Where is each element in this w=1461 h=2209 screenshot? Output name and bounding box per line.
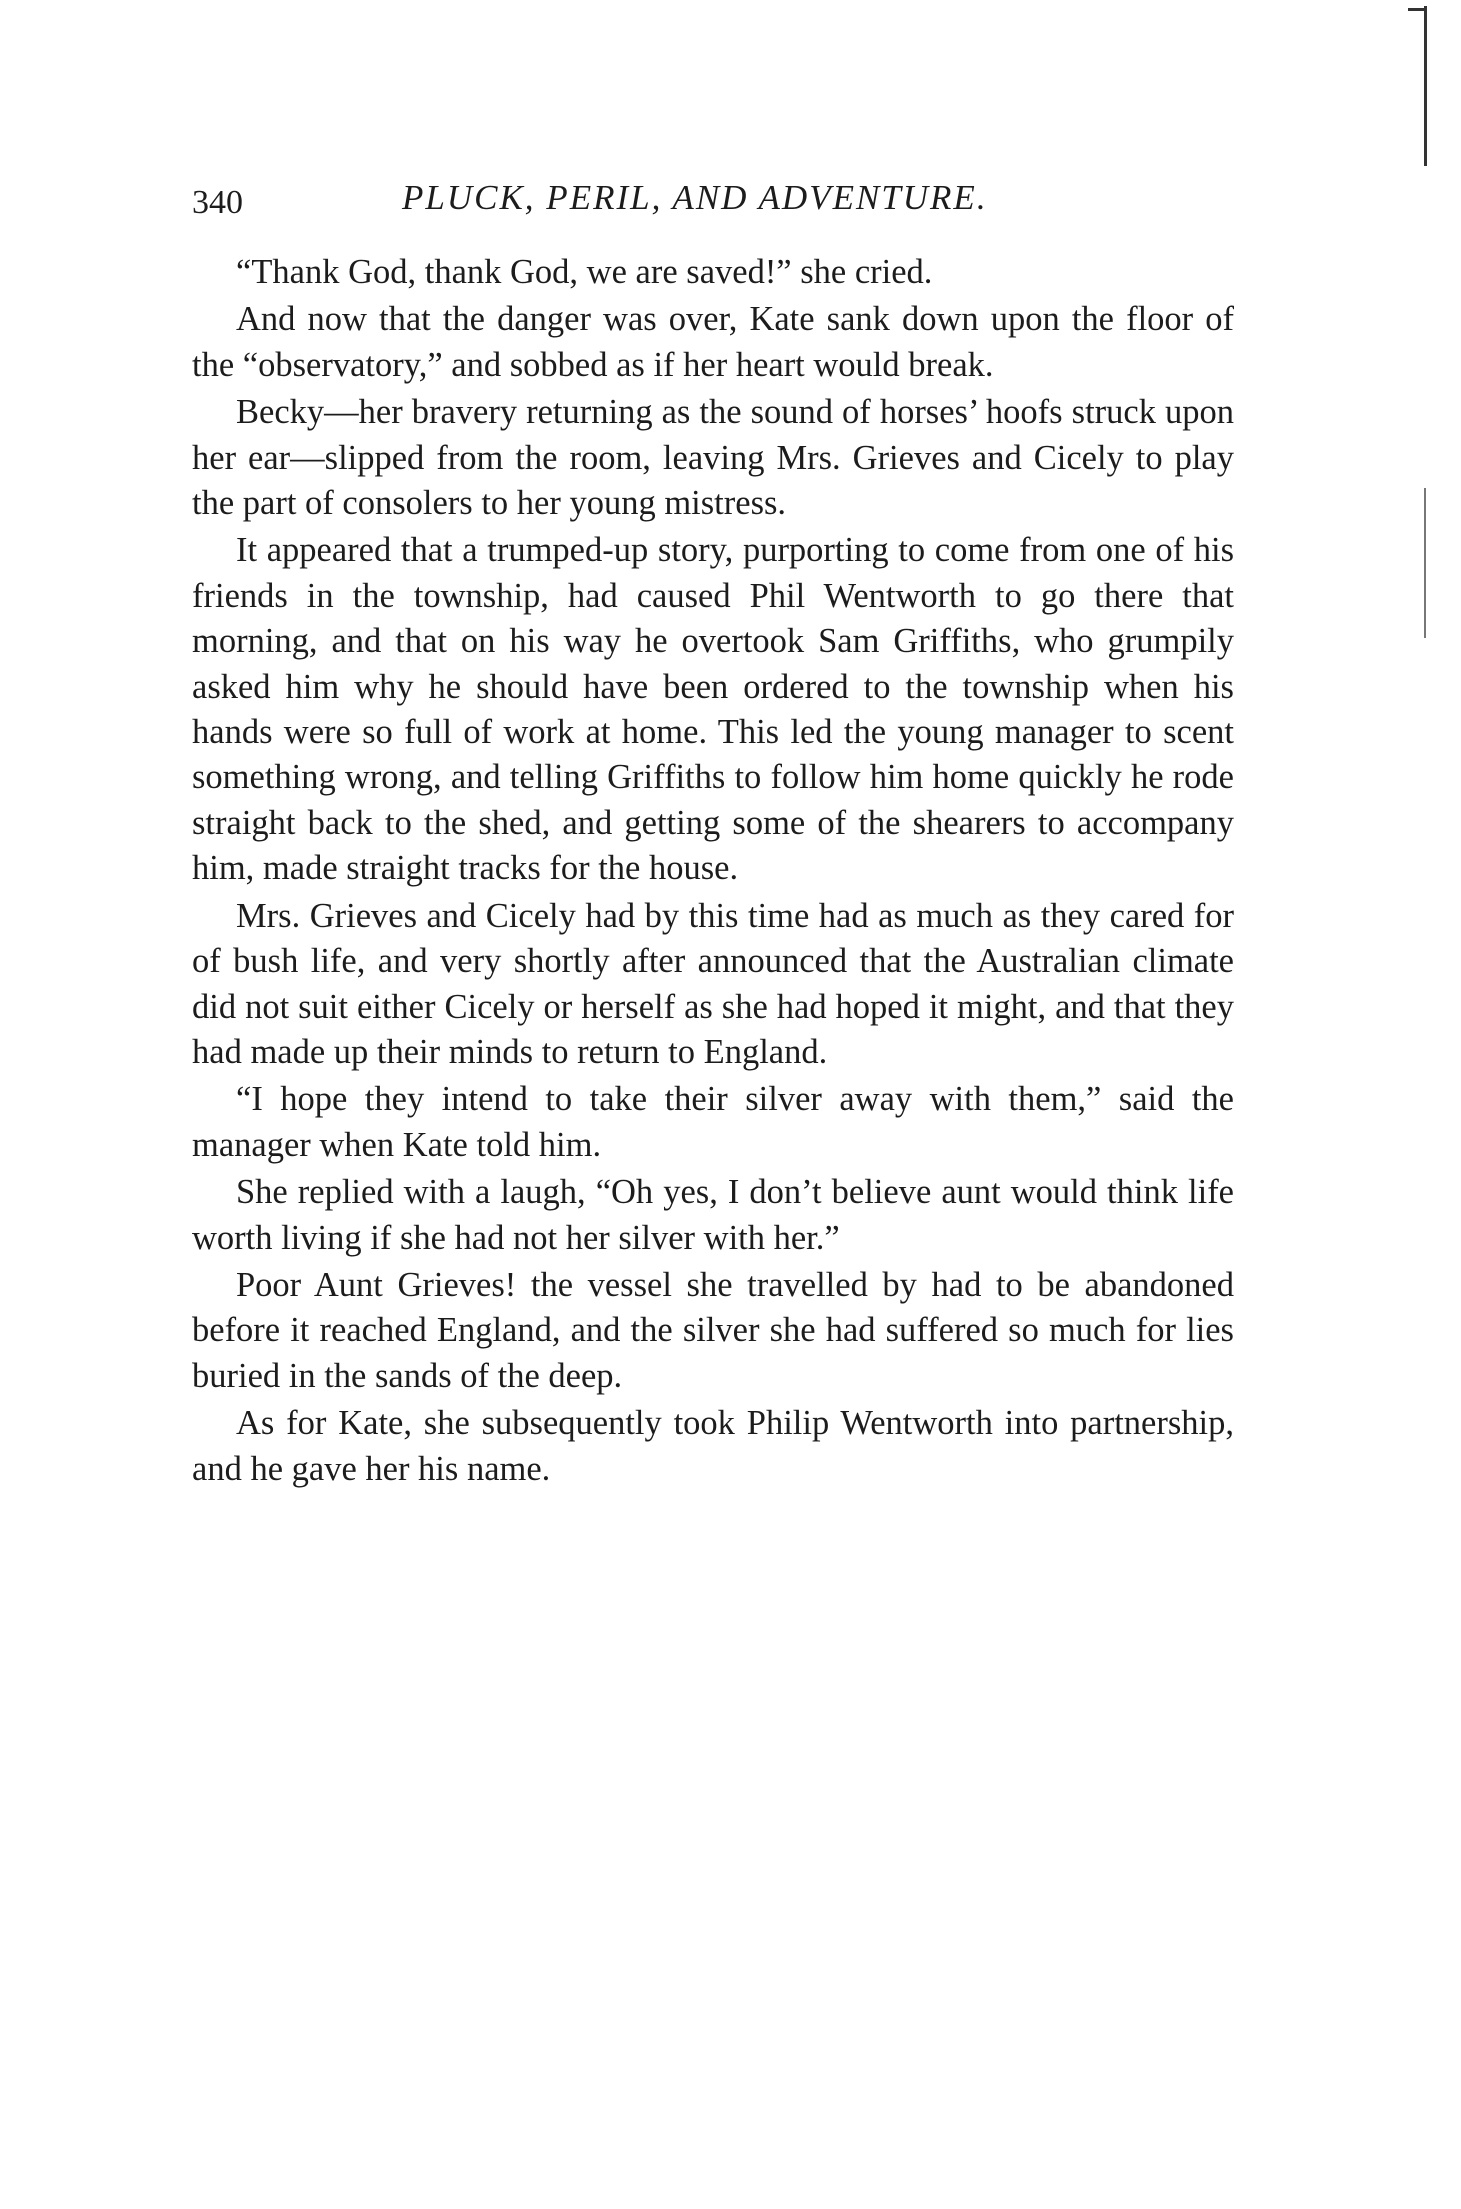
paragraph: Mrs. Grieves and Cicely had by this time had as much as they cared for of bush life, and very shortly after announced that the Australian climate did not suit either Cicely or herself as she had hoped it might, and that they had made up their minds to return to England. [192,896,1234,1071]
page-header [192,178,1242,228]
paragraph: It appeared that a trumped-up story, purporting to come from one of his friends in the township, had caused Phil Wentworth to go there that morning, and that on his way he overtook Sam Griffiths, who grumpily asked him why he should have been ordered to the township when his hands were so full of work at home. This led the young manager to scent something wrong, and telling Griffiths to follow him home quickly he rode straight back to the shed, and getting some of the shearers to accompany him, made straight tracks for the house. [192,531,1234,888]
page-edge-tick-top [1408,8,1426,11]
page-edge-mark-middle [1424,488,1426,638]
paragraph: Becky—her bravery returning as the sound of horses’ hoofs struck upon her ear—slipped from the room, leaving Mrs. Grieves and Cicely to play the part of consolers to her young mistress. [192,393,1234,523]
paragraph: She replied with a laugh, “Oh yes, I don’t believe aunt would think life worth living if she had not her silver with her.” [192,1173,1234,1257]
body-text [192,250,1234,1494]
running-title: PLUCK, PERIL, AND ADVENTURE. [402,178,988,217]
paragraph: “Thank God, thank God, we are saved!” she cried. [236,253,933,291]
page-edge-mark-top [1424,6,1427,166]
paragraph: “I hope they intend to take their silver away with them,” said the manager when Kate told him. [192,1080,1234,1164]
paragraph: And now that the danger was over, Kate sank down upon the floor of the “observatory,” and sobbed as if her heart would break. [192,300,1234,384]
page-number: 340 [192,184,243,221]
paragraph: As for Kate, she subsequently took Philip Wentworth into partnership, and he gave her his name. [192,1404,1234,1488]
paragraph: Poor Aunt Grieves! the vessel she travelled by had to be abandoned before it reached England, and the silver she had suffered so much for lies buried in the sands of the deep. [192,1265,1234,1395]
